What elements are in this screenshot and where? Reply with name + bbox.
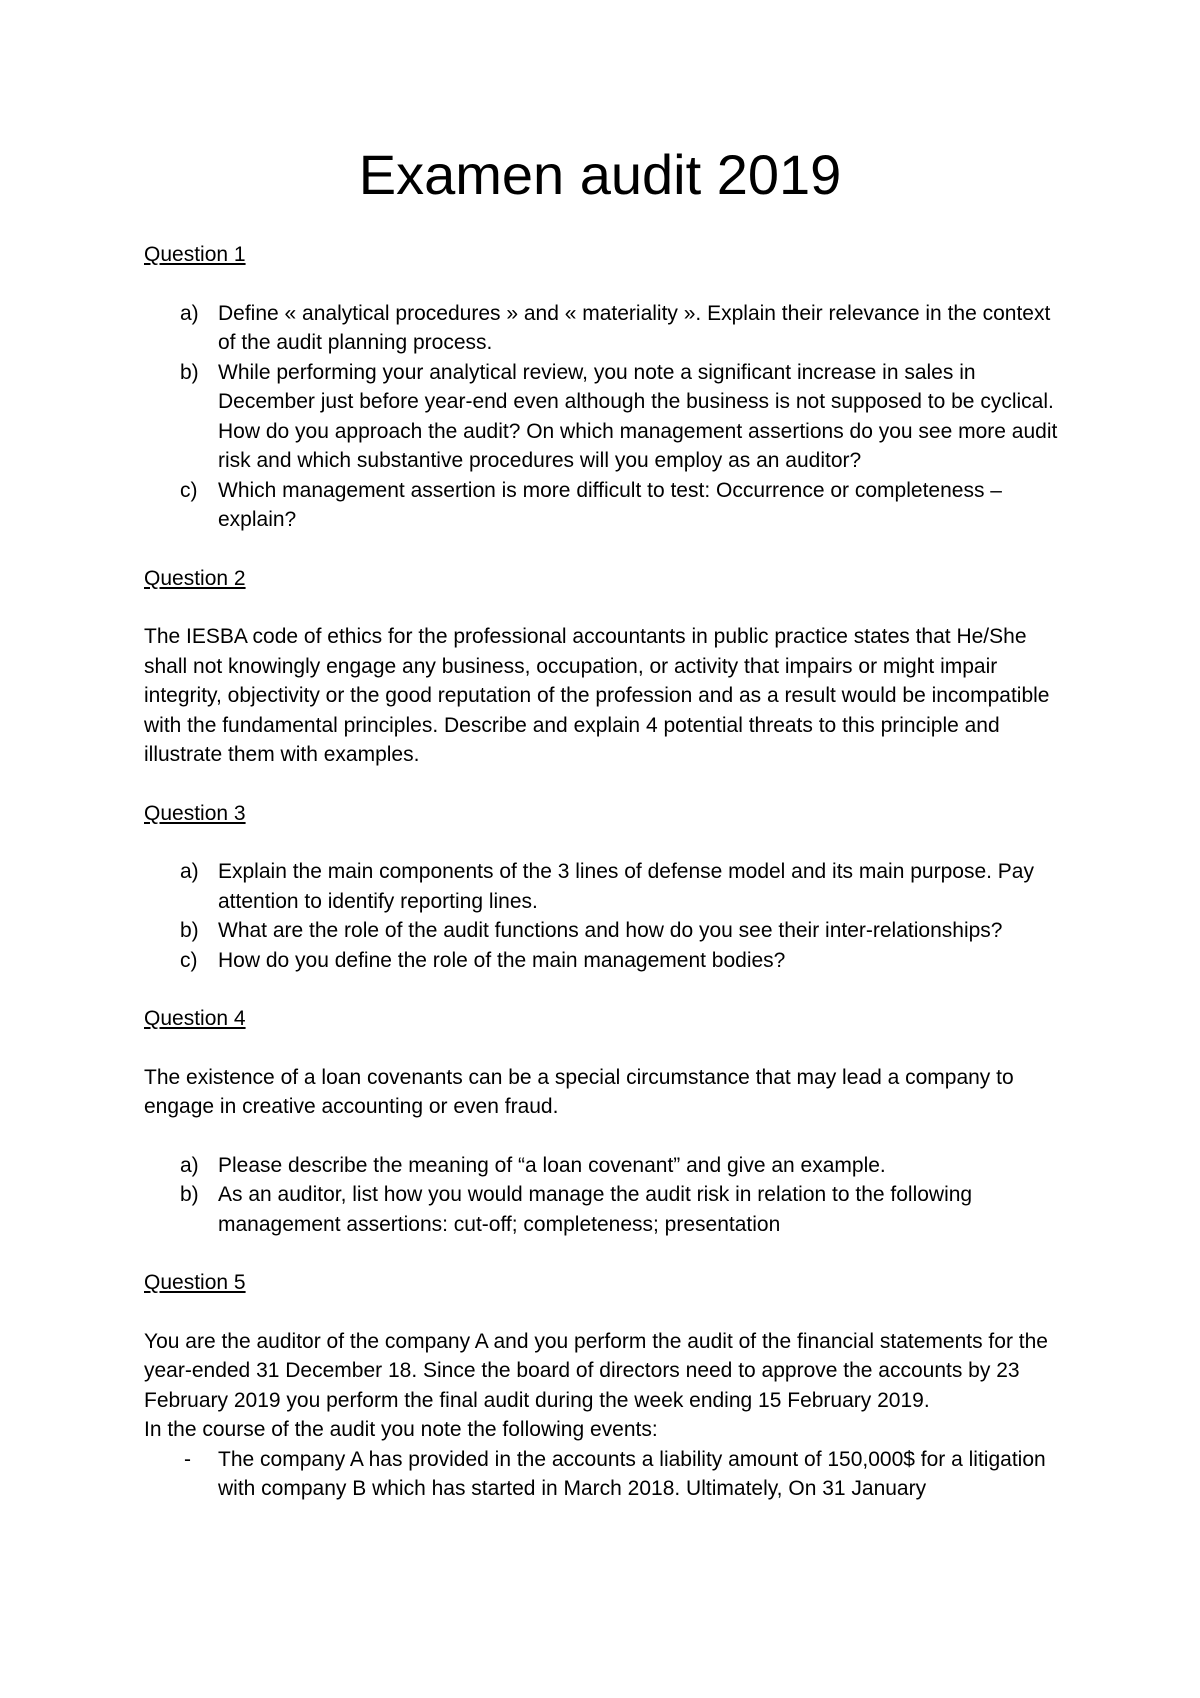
list-marker: b) [180,1183,199,1206]
question-5-heading: Question 5 [144,1271,246,1294]
list-marker: a) [180,301,199,325]
list-item-text: As an auditor, list how you would manage the audit risk in relation to the following management assertions: cut-off; completeness; presentation [218,1183,973,1236]
list-marker: c) [180,478,198,502]
question-4-heading: Question 4 [144,1007,246,1030]
list-marker: b) [180,360,199,384]
list-item [144,358,1064,476]
question-1-heading: Question 1 [144,243,246,266]
list-marker: c) [180,948,198,972]
question-5-text-2: In the course of the audit you note the following events: [144,1418,658,1441]
list-item [144,916,1064,946]
question-4-section [144,1004,1064,1239]
list-item-text: Define « analytical procedures » and « materiality ». Explain their relevance in the context of the audit planning process. [218,301,1051,354]
question-5-text: You are the auditor of the company A and you perform the audit of the financial statements for the year-ended 31 December 18. Since the board of directors need to approve the accounts by 23 February 2019 you perform the final audit during the week ending 15 February 2019. [144,1329,1048,1412]
question-3-heading: Question 3 [144,801,246,825]
list-marker: - [184,1447,191,1471]
list-item [144,299,1064,358]
list-marker: a) [180,860,199,883]
list-item-text: While performing your analytical review, you note a significant increase in sales in December just before year-end even although the business is not supposed to be cyclical. How do you approach the audit? On which management assertions do you see more audit risk and which substantive procedures will you employ as an auditor? [218,360,1058,472]
list-item [144,857,1064,916]
question-1-list [144,299,1064,535]
list-marker: b) [180,919,199,942]
document-title: Examen audit 2019 [358,143,842,206]
list-item-text: What are the role of the audit functions and how do you see their inter-relationships? [218,919,1003,942]
list-item [144,946,1064,976]
list-item-text: Explain the main components of the 3 lines of defense model and its main purpose. Pay attention to identify reporting lines. [218,860,1034,913]
list-item-text: The company A has provided in the accounts a liability amount of 150,000$ for a litigation with company B which has started in March 2018. Ultimately, On 31 January [218,1447,1046,1500]
question-3-section [144,799,1064,976]
question-2-heading: Question 2 [144,566,246,590]
question-5-list [144,1445,1064,1504]
list-item-text: Please describe the meaning of “a loan covenant” and give an example. [218,1153,886,1177]
list-item [144,1180,1064,1239]
list-item-text: How do you define the role of the main management bodies? [218,948,786,972]
question-2-text: The IESBA code of ethics for the professional accountants in public practice states that He/She shall not knowingly engage any business, occupation, or activity that impairs or might impair integrity, objectivity or the good reputation of the profession and as a result would be incompatible with the fundamental principles. Describe and explain 4 potential threats to this principle and illustrate them with examples. [144,625,1050,766]
question-4-list [144,1151,1064,1240]
question-5-section [144,1268,1064,1504]
question-2-section [144,564,1064,770]
list-marker: a) [180,1153,199,1177]
document-body [144,240,1064,1504]
question-4-text: The existence of a loan covenants can be a special circumstance that may lead a company to engage in creative accounting or even fraud. [144,1065,1014,1118]
list-item [144,1445,1064,1504]
list-item [144,1151,1064,1181]
question-1-section [144,240,1064,535]
question-3-list [144,857,1064,975]
list-item-text: Which management assertion is more difficult to test: Occurrence or completeness – explain? [218,478,1002,531]
list-item [144,476,1064,535]
